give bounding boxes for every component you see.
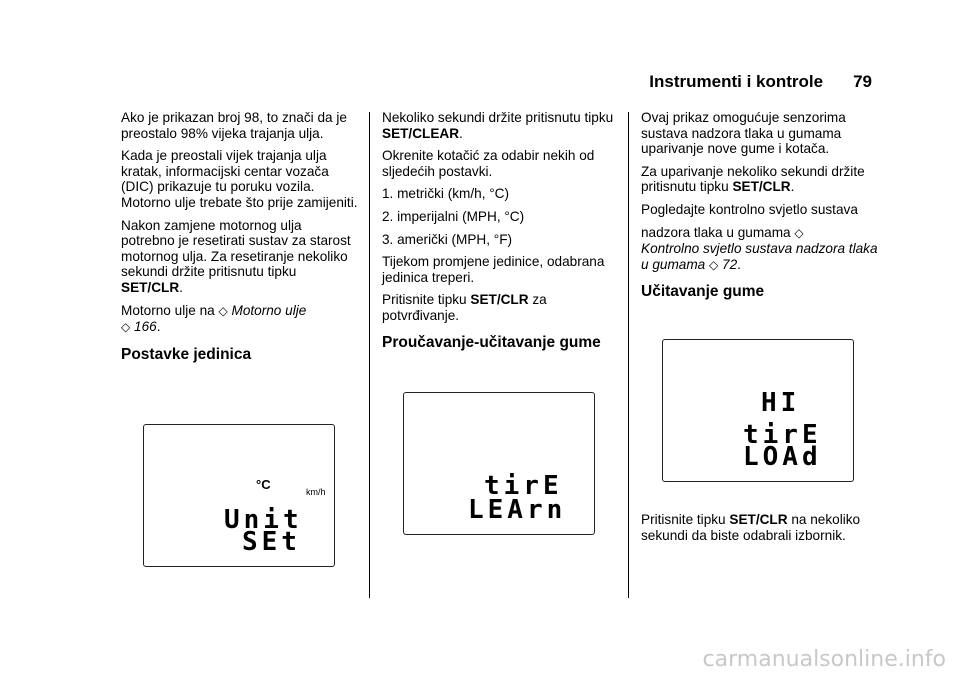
button-reference: SET/CLR <box>729 512 788 527</box>
page-arrow-icon: ◇ <box>709 257 719 272</box>
button-reference: SET/CLR <box>121 279 180 295</box>
lcd-line-1: Unit <box>224 505 303 535</box>
lcd-line-2: SEt <box>242 527 301 557</box>
text: . <box>156 319 161 335</box>
button-reference: SET/CLR <box>732 179 791 195</box>
text: nadzora tlaka u gumama <box>641 224 791 240</box>
link-page-72[interactable]: 72 <box>722 256 738 272</box>
paragraph: Tijekom promjene jedinice, odabrana jedinica treperi. <box>382 254 605 285</box>
page-number: 79 <box>853 72 872 91</box>
reference-arrow-icon: ◇ <box>218 303 228 318</box>
column-3 <box>641 110 878 301</box>
button-reference: SET/CLEAR <box>382 125 460 141</box>
paragraph: Kada je preostali vijek trajanja ulja kratak, informacijski centar vozača (DIC) prikazuje tu poruku vozila. Motorno ulje trebate što prije zamijeniti. <box>121 148 358 210</box>
section-heading: Postavke jedinica <box>121 345 252 363</box>
list-item: 2. imperijalni (MPH, °C) <box>382 208 525 224</box>
column-divider-1 <box>369 112 370 598</box>
lcd-line-2: tirE <box>743 420 822 450</box>
lcd-line-3: LOAd <box>743 442 822 472</box>
lcd-line-1: HI <box>761 388 801 418</box>
link-page-166[interactable]: 166 <box>134 319 157 335</box>
celsius-indicator: °C <box>256 477 271 492</box>
column-1 <box>121 110 358 364</box>
text: . <box>179 279 183 295</box>
link-kontrolno-svjetlo[interactable]: Kontrolno svjetlo sustava nadzora tlaka u gumama <box>641 241 878 272</box>
paragraph <box>641 164 878 195</box>
lcd-tire-learn <box>403 392 595 535</box>
list-item: 3. američki (MPH, °F) <box>382 231 513 247</box>
text: Motorno ulje na <box>121 302 215 318</box>
section-heading: Proučavanje-učitavanje gume <box>382 333 601 351</box>
watermark: carmanualsonline.info <box>702 647 946 672</box>
text: na nekoliko sekundi da biste odabrali izbornik. <box>641 512 861 543</box>
text: za potvrđivanje. <box>382 292 547 323</box>
text: Pritisnite tipku <box>641 512 730 527</box>
page-header <box>649 72 872 92</box>
text: Pogledajte kontrolno svjetlo sustava <box>641 201 858 217</box>
text: . <box>459 125 463 141</box>
text: Nakon zamjene motornog ulja potrebno je resetirati sustav za starost motornog ulja. Za resetiranje nekoliko sekundi držite pritisnutu tipku <box>121 217 351 280</box>
paragraph <box>382 292 619 323</box>
page-arrow-icon: ◇ <box>121 320 131 335</box>
text: Nekoliko sekundi držite pritisnutu tipku <box>382 110 614 125</box>
text: . <box>737 256 741 272</box>
text: . <box>790 179 795 195</box>
cross-reference <box>641 202 878 218</box>
paragraph: Ako je prikazan broj 98, to znači da je preostalo 98% vijeka trajanja ulja. <box>121 110 347 141</box>
cross-reference <box>121 303 358 336</box>
link-motorno-ulje[interactable]: Motorno ulje <box>231 302 307 318</box>
text: Za uparivanje nekoliko sekundi držite pritisnutu tipku <box>641 163 865 195</box>
reference-arrow-icon: ◇ <box>794 225 804 240</box>
cross-reference <box>641 225 878 274</box>
paragraph: Ovaj prikaz omogućuje senzorima sustava nadzora tlaka u gumama uparivanje nove gume i kotača. <box>641 110 846 157</box>
button-reference: SET/CLR <box>470 292 529 308</box>
paragraph <box>121 218 358 296</box>
text: Pritisnite tipku <box>382 292 471 308</box>
lcd-line-1: tirE <box>484 471 563 501</box>
lcd-tire-load <box>662 339 854 482</box>
kmh-indicator: km/h <box>306 487 326 497</box>
paragraph <box>641 512 881 543</box>
paragraph: Okrenite kotačić za odabir nekih od sljedećih postavki. <box>382 148 595 179</box>
closing-paragraph-block <box>641 512 881 550</box>
list-item: 1. metrički (km/h, °C) <box>382 186 510 202</box>
lcd-line-2: LEArn <box>468 495 567 525</box>
section-heading: Učitavanje gume <box>641 283 765 301</box>
lcd-unit-set <box>143 424 335 567</box>
section-title: Instrumenti i kontrole <box>649 72 824 91</box>
column-divider-2 <box>628 112 629 598</box>
paragraph <box>382 110 619 141</box>
column-2 <box>382 110 619 352</box>
